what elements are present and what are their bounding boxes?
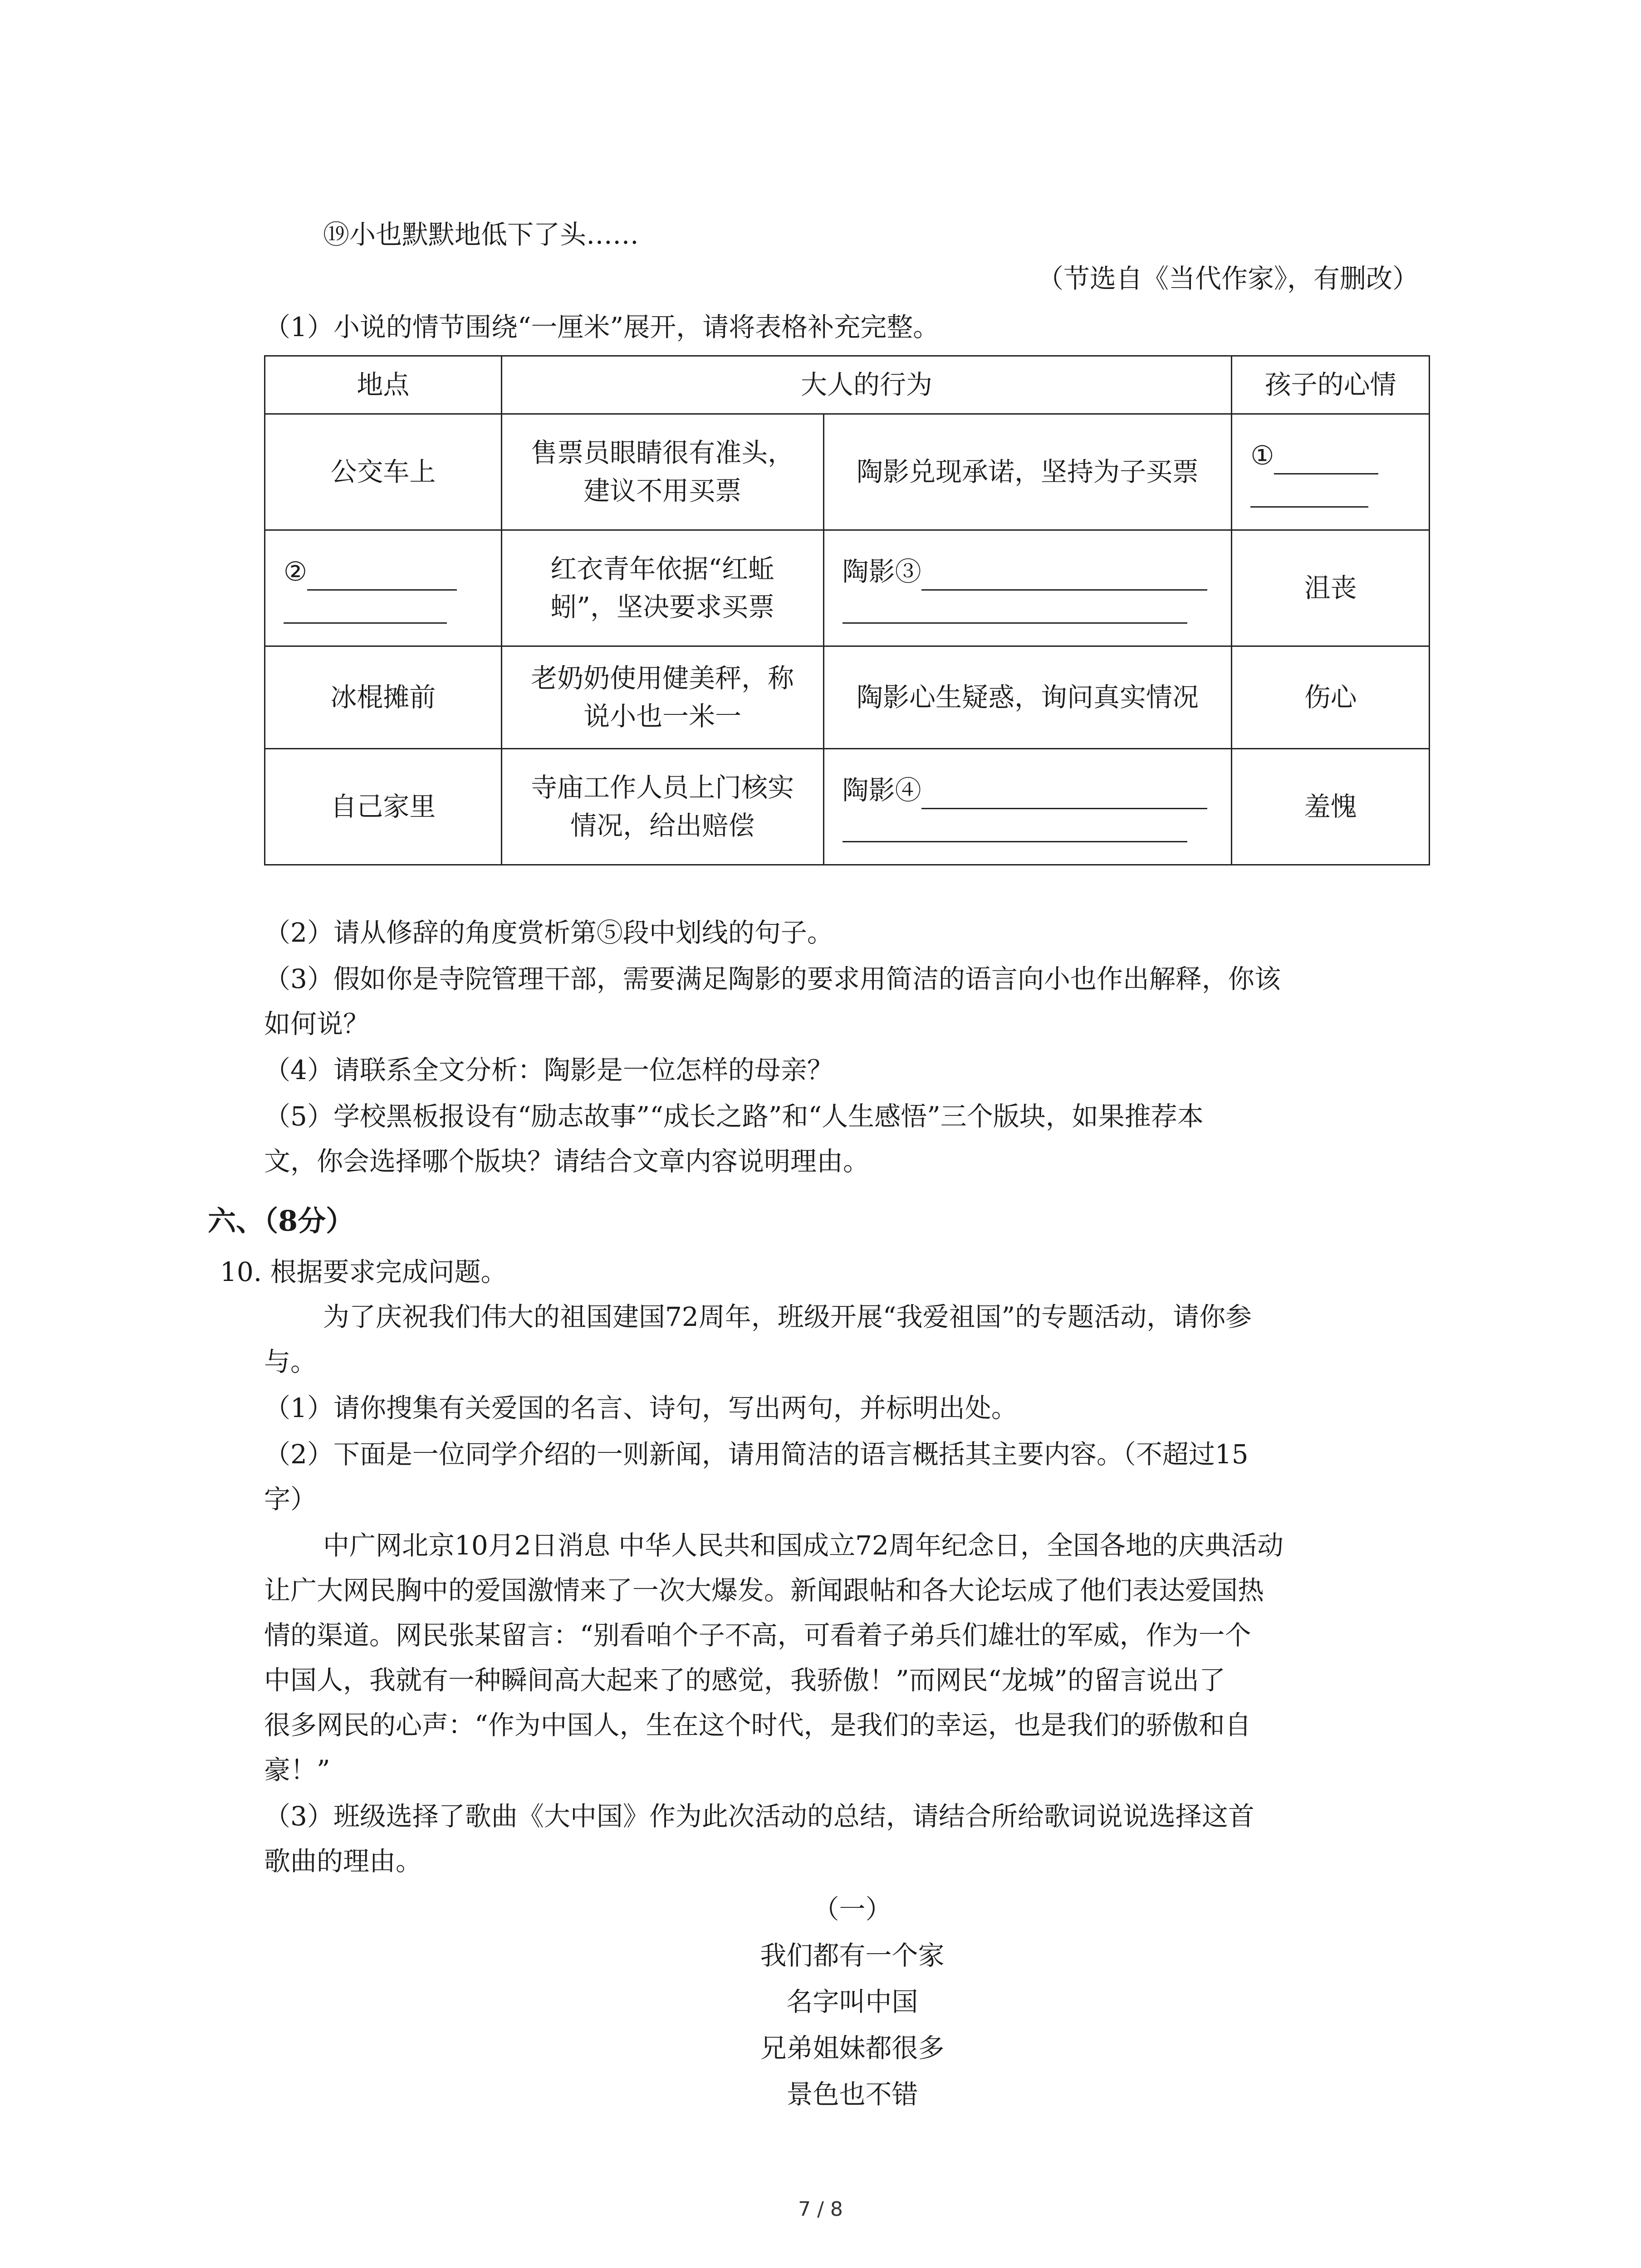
- cell-other-behavior: 老奶奶使用健美秤，称说小也一米一: [501, 646, 823, 748]
- subquestion-2: （2）下面是一位同学介绍的一则新闻，请用简洁的语言概括其主要内容。（不超过15: [264, 1439, 1249, 1470]
- cell-taoying-blank[interactable]: [823, 530, 1232, 646]
- cell-other-behavior: 售票员眼睛很有准头，建议不用买票: [501, 414, 823, 530]
- news-line: 豪！”: [264, 1755, 330, 1785]
- table-row: [265, 530, 1430, 646]
- page-number: 7 / 8: [798, 2198, 843, 2221]
- fill-line: [921, 776, 1207, 809]
- cell-other-behavior: 红衣青年依据“红蚯蚓”，坚决要求买票: [501, 530, 823, 646]
- fill-line: [921, 557, 1207, 591]
- lyric-line: 名字叫中国: [786, 1986, 918, 2017]
- table-header-row: [265, 356, 1430, 414]
- header-child-mood: 孩子的心情: [1232, 356, 1430, 414]
- news-line: 很多网民的心声：“作为中国人，生在这个时代，是我们的幸运，也是我们的骄傲和自: [264, 1710, 1251, 1740]
- fill-line: [284, 595, 447, 624]
- blank-marker: ②: [284, 556, 307, 587]
- cell-taoying-behavior: 陶影兑现承诺，坚持为子买票: [823, 414, 1232, 530]
- fill-line: [307, 557, 457, 591]
- table-row: [265, 414, 1430, 530]
- lyric-line: 我们都有一个家: [760, 1940, 945, 1971]
- cell-place-blank[interactable]: [265, 530, 502, 646]
- question-2: （2）请从修辞的角度赏析第⑤段中划线的句子。: [264, 917, 833, 948]
- news-line: 中国人，我就有一种瞬间高大起来了的感觉，我骄傲！”而网民“龙城”的留言说出了: [264, 1665, 1225, 1696]
- cell-place: 公交车上: [265, 414, 502, 530]
- header-adult-behavior: 大人的行为: [501, 356, 1232, 414]
- cell-mood: 沮丧: [1232, 530, 1430, 646]
- blank-marker: 陶影③: [842, 556, 921, 587]
- question-3: （3）假如你是寺院管理干部，需要满足陶影的要求用简洁的语言向小也作出解释，你该: [264, 963, 1281, 994]
- question-10: 10. 根据要求完成问题。: [220, 1256, 507, 1287]
- cell-place: 自己家里: [265, 748, 502, 865]
- source-note: （节选自《当代作家》，有删改）: [1037, 263, 1419, 294]
- news-line: 让广大网民胸中的爱国激情来了一次大爆发。新闻跟帖和各大论坛成了他们表达爱国热: [264, 1575, 1264, 1606]
- cell-mood: 伤心: [1232, 646, 1430, 748]
- intro-paragraph-cont: 与。: [264, 1346, 317, 1377]
- cell-other-behavior: 寺庙工作人员上门核实情况，给出赔偿: [501, 748, 823, 865]
- question-1: （1）小说的情节围绕“一厘米”展开，请将表格补充完整。: [264, 312, 940, 342]
- blank-marker: ①: [1250, 440, 1274, 471]
- news-line: 中广网北京10月2日消息 中华人民共和国成立72周年纪念日，全国各地的庆典活动: [323, 1530, 1283, 1561]
- table-row: [265, 646, 1430, 748]
- table-row: [265, 748, 1430, 865]
- cell-taoying-behavior: 陶影心生疑惑，询问真实情况: [823, 646, 1232, 748]
- subquestion-3-cont: 歌曲的理由。: [264, 1846, 422, 1877]
- subquestion-2-cont: 字）: [264, 1484, 317, 1515]
- question-5: （5）学校黑板报设有“励志故事”“成长之路”和“人生感悟”三个版块，如果推荐本: [264, 1101, 1204, 1132]
- intro-paragraph: 为了庆祝我们伟大的祖国建国72周年，班级开展“我爱祖国”的专题活动，请你参: [323, 1301, 1252, 1332]
- question-3-cont: 如何说？: [264, 1008, 370, 1039]
- cell-mood: 羞愧: [1232, 748, 1430, 865]
- section-heading: 六、（8分）: [208, 1204, 354, 1237]
- cell-mood-blank[interactable]: [1232, 414, 1430, 530]
- blank-marker: 陶影④: [842, 774, 921, 806]
- story-final-paragraph: ⑲小也默默地低下了头……: [323, 219, 639, 250]
- subquestion-1: （1）请你搜集有关爱国的名言、诗句，写出两句，并标明出处。: [264, 1393, 1018, 1423]
- fill-line: [1274, 441, 1378, 474]
- lyrics-heading: （一）: [813, 1894, 892, 1925]
- header-place: 地点: [265, 356, 502, 414]
- lyric-line: 兄弟姐妹都很多: [760, 2033, 945, 2063]
- plot-table: [264, 355, 1430, 865]
- fill-line: [1250, 479, 1368, 508]
- fill-line: [843, 595, 1187, 624]
- cell-taoying-blank[interactable]: [823, 748, 1232, 865]
- cell-place: 冰棍摊前: [265, 646, 502, 748]
- fill-line: [843, 814, 1187, 842]
- subquestion-3: （3）班级选择了歌曲《大中国》作为此次活动的总结，请结合所给歌词说说选择这首: [264, 1801, 1254, 1832]
- news-line: 情的渠道。网民张某留言：“别看咱个子不高，可看着子弟兵们雄壮的军威，作为一个: [264, 1620, 1251, 1651]
- question-5-cont: 文，你会选择哪个版块？请结合文章内容说明理由。: [264, 1146, 870, 1177]
- lyric-line: 景色也不错: [786, 2079, 918, 2110]
- question-4: （4）请联系全文分析：陶影是一位怎样的母亲？: [264, 1055, 833, 1085]
